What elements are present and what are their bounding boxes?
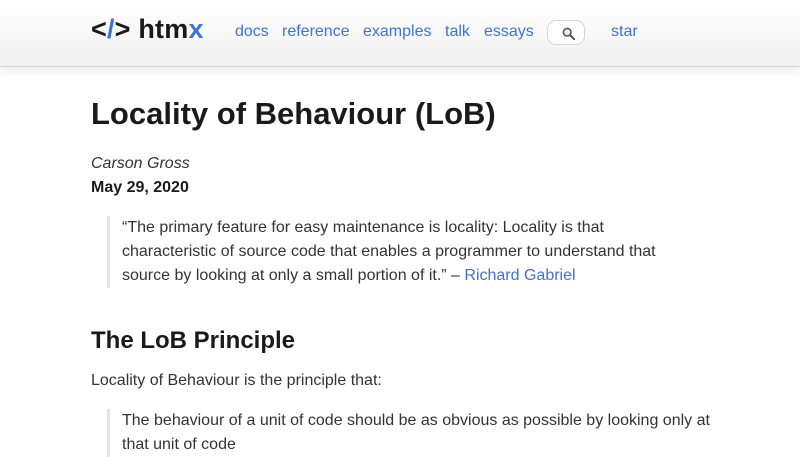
publish-date: May 29, 2020 [91, 179, 189, 196]
nav-link-talk[interactable]: talk [445, 23, 470, 40]
gabriel-quote [107, 216, 682, 288]
nav-link-reference[interactable]: reference [282, 23, 350, 40]
page-title: Locality of Behaviour (LoB) [91, 96, 496, 131]
logo-name: htm [138, 14, 189, 44]
logo-lt: < [91, 14, 107, 44]
section-heading: The LoB Principle [91, 327, 296, 354]
quote-attribution-link[interactable]: Richard Gabriel [464, 267, 576, 284]
htmx-logo[interactable] [91, 14, 204, 45]
nav-link-docs[interactable]: docs [235, 23, 269, 40]
nav-link-star[interactable]: star [611, 23, 638, 40]
nav-link-examples[interactable]: examples [363, 23, 432, 40]
search-box[interactable] [547, 20, 585, 45]
top-navigation-bar [0, 0, 800, 67]
principle-intro: Locality of Behaviour is the principle that: [91, 372, 382, 389]
logo-x: x [188, 14, 204, 44]
logo-slash: / [106, 14, 115, 44]
quote-text: “The primary feature for easy maintenance is locality: Locality is that characteristic of source code that enables a programmer to understand that source by looking at only a small portion of it.” – [122, 219, 656, 284]
search-icon [562, 27, 575, 40]
logo-gt: > [114, 14, 131, 44]
author-name: Carson Gross [91, 155, 190, 172]
principle-quote: The behaviour of a unit of code should be as obvious as possible by looking only at that unit of code [107, 409, 712, 457]
nav-link-essays[interactable]: essays [484, 23, 534, 40]
